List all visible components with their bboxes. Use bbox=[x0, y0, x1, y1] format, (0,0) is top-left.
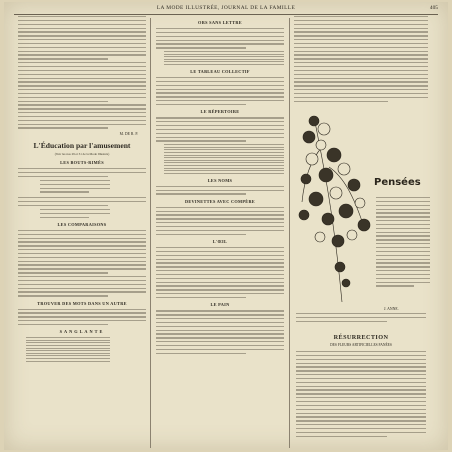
text-line bbox=[18, 276, 146, 277]
text-line bbox=[156, 274, 284, 275]
section-heading: DEVINETTES AVEC COMPÈRE bbox=[184, 198, 256, 204]
text-line bbox=[156, 140, 246, 141]
caption bbox=[296, 313, 426, 325]
text-line bbox=[296, 436, 387, 437]
resurrection-text bbox=[296, 351, 426, 439]
text-line bbox=[164, 168, 284, 169]
text-line bbox=[294, 62, 428, 63]
text-line bbox=[156, 247, 284, 248]
text-line bbox=[18, 295, 108, 296]
signature: M. DE R. P. bbox=[119, 131, 138, 136]
text-line bbox=[156, 193, 246, 194]
text-line bbox=[156, 230, 284, 231]
text-line bbox=[18, 312, 146, 313]
text-line bbox=[18, 253, 146, 254]
text-line bbox=[156, 137, 284, 138]
text-line bbox=[376, 212, 430, 213]
text-line bbox=[156, 28, 284, 29]
text-line bbox=[18, 74, 146, 75]
text-line bbox=[376, 197, 430, 198]
text-line bbox=[376, 285, 414, 286]
text-line bbox=[156, 285, 284, 286]
text-line bbox=[156, 278, 284, 279]
text-line bbox=[156, 270, 284, 271]
text-line bbox=[294, 97, 428, 98]
text-line bbox=[26, 342, 110, 343]
text-line bbox=[18, 249, 146, 250]
text-line bbox=[156, 214, 284, 215]
text-line bbox=[376, 278, 430, 279]
text-line bbox=[18, 66, 146, 67]
text-line bbox=[18, 108, 146, 109]
text-line bbox=[18, 97, 146, 98]
text-line bbox=[376, 251, 430, 252]
text-line bbox=[156, 218, 284, 219]
text-line bbox=[40, 188, 110, 189]
text-line bbox=[296, 355, 426, 356]
text-line bbox=[294, 66, 428, 67]
text-line bbox=[18, 320, 146, 321]
text-line bbox=[156, 32, 284, 33]
text-line bbox=[18, 238, 146, 239]
text-line bbox=[294, 85, 428, 86]
text-line bbox=[156, 81, 284, 82]
text-line bbox=[294, 39, 428, 40]
text-line bbox=[296, 370, 426, 371]
text-line bbox=[294, 35, 428, 36]
text-line bbox=[18, 257, 146, 258]
text-line bbox=[156, 36, 284, 37]
text-line bbox=[296, 405, 426, 406]
text-line bbox=[376, 209, 430, 210]
text-line bbox=[26, 355, 110, 356]
text-line bbox=[164, 54, 284, 55]
page-number: 405 bbox=[429, 5, 438, 11]
section-title: RÉSURRECTION bbox=[333, 334, 389, 341]
text-line bbox=[296, 363, 426, 364]
column-left bbox=[18, 16, 146, 365]
section-heading: TROUVER DES MOTS DANS UN AUTRE bbox=[37, 300, 127, 306]
text-line bbox=[164, 165, 284, 166]
text-line bbox=[156, 337, 284, 338]
text-line bbox=[156, 293, 284, 294]
column-rule bbox=[150, 18, 151, 448]
text-line bbox=[296, 409, 426, 410]
text-line bbox=[156, 133, 284, 134]
text-line bbox=[156, 92, 284, 93]
text-line bbox=[376, 235, 430, 236]
text-line bbox=[294, 43, 428, 44]
text-line bbox=[18, 81, 146, 82]
section-heading: SANGLANTE bbox=[59, 329, 105, 335]
text-line bbox=[376, 266, 430, 267]
text-line bbox=[18, 288, 146, 289]
section-subtitle: DES FLEURS ARTIFICIELLES FANÉES bbox=[330, 343, 392, 347]
column-right bbox=[294, 16, 428, 104]
text-line bbox=[18, 205, 108, 206]
text-line bbox=[156, 96, 284, 97]
text-line bbox=[376, 205, 430, 206]
text-line bbox=[294, 54, 428, 55]
text-line bbox=[376, 247, 430, 248]
text-line bbox=[294, 51, 428, 52]
pensees-text bbox=[376, 197, 430, 289]
text-line bbox=[156, 129, 284, 130]
text-line bbox=[18, 16, 146, 17]
text-line bbox=[156, 259, 284, 260]
text-line bbox=[26, 348, 110, 349]
text-line bbox=[18, 62, 146, 63]
section-heading: LES COMPARAISONS bbox=[57, 221, 107, 227]
text-line bbox=[18, 172, 146, 173]
text-line bbox=[156, 255, 284, 256]
text-line bbox=[18, 268, 146, 269]
text-line bbox=[18, 78, 146, 79]
text-line bbox=[40, 184, 110, 185]
text-line bbox=[26, 358, 110, 359]
text-line bbox=[296, 413, 426, 414]
text-line bbox=[156, 289, 284, 290]
text-line bbox=[18, 261, 146, 262]
section-heading: LES BOUTS-RIMÉS bbox=[60, 159, 104, 165]
text-line bbox=[18, 112, 146, 113]
text-line bbox=[296, 432, 426, 433]
text-line bbox=[296, 424, 426, 425]
text-line bbox=[376, 220, 430, 221]
text-line bbox=[296, 389, 426, 390]
text-line bbox=[26, 345, 110, 346]
page-header bbox=[14, 5, 438, 15]
text-line bbox=[18, 70, 146, 71]
article-subtitle: (Voir les nos 29 et 31 de la Mode Illustrée) bbox=[54, 151, 110, 156]
text-line bbox=[156, 353, 246, 354]
text-line bbox=[156, 43, 284, 44]
text-line bbox=[18, 241, 146, 242]
text-line bbox=[156, 47, 246, 48]
text-line bbox=[156, 222, 284, 223]
text-line bbox=[156, 322, 284, 323]
text-line bbox=[296, 382, 426, 383]
text-line bbox=[156, 333, 284, 334]
text-line bbox=[18, 197, 146, 198]
text-line bbox=[296, 321, 387, 322]
text-line bbox=[294, 70, 428, 71]
pensees-title: Pensées bbox=[374, 177, 421, 188]
text-line bbox=[156, 207, 284, 208]
text-line bbox=[296, 420, 426, 421]
text-line bbox=[376, 243, 430, 244]
text-line bbox=[156, 341, 284, 342]
text-line bbox=[18, 39, 146, 40]
text-line bbox=[376, 239, 430, 240]
text-line bbox=[296, 416, 426, 417]
text-line bbox=[376, 255, 430, 256]
text-line bbox=[296, 313, 426, 314]
text-line bbox=[156, 251, 284, 252]
text-line bbox=[18, 316, 146, 317]
text-line bbox=[26, 340, 110, 341]
text-line bbox=[26, 350, 110, 351]
text-line bbox=[18, 309, 146, 310]
text-line bbox=[156, 100, 284, 101]
text-line bbox=[294, 101, 388, 102]
text-line bbox=[40, 180, 110, 181]
text-line bbox=[376, 274, 430, 275]
text-line bbox=[164, 64, 284, 65]
text-line bbox=[164, 59, 284, 60]
text-line bbox=[156, 349, 284, 350]
text-line bbox=[18, 54, 146, 55]
text-line bbox=[376, 259, 430, 260]
text-line bbox=[18, 35, 146, 36]
text-line bbox=[376, 201, 430, 202]
text-line bbox=[18, 176, 108, 177]
text-line bbox=[18, 230, 146, 231]
text-line bbox=[294, 31, 428, 32]
text-line bbox=[164, 147, 284, 148]
text-line bbox=[164, 160, 284, 161]
text-line bbox=[156, 314, 284, 315]
text-line bbox=[18, 120, 146, 121]
text-line bbox=[296, 351, 426, 352]
text-line bbox=[18, 234, 146, 235]
text-line bbox=[164, 152, 284, 153]
text-line bbox=[376, 232, 430, 233]
text-line bbox=[156, 226, 284, 227]
text-line bbox=[376, 282, 430, 283]
text-line bbox=[40, 217, 89, 218]
text-line bbox=[296, 428, 426, 429]
text-line bbox=[294, 16, 428, 17]
text-line bbox=[294, 24, 428, 25]
text-line bbox=[296, 393, 426, 394]
text-line bbox=[18, 89, 146, 90]
text-line bbox=[156, 190, 284, 191]
text-line bbox=[294, 58, 428, 59]
text-line bbox=[164, 155, 284, 156]
text-line bbox=[18, 31, 146, 32]
text-line bbox=[18, 24, 146, 25]
journal-title: LA MODE ILLUSTRÉE, JOURNAL DE LA FAMILLE bbox=[156, 5, 296, 11]
text-line bbox=[156, 211, 284, 212]
text-line bbox=[294, 20, 428, 21]
text-line bbox=[164, 144, 284, 145]
text-line bbox=[296, 366, 426, 367]
text-line bbox=[164, 51, 284, 52]
section-heading: ORS SANS LETTRE bbox=[198, 20, 242, 25]
text-line bbox=[296, 359, 426, 360]
text-line bbox=[18, 280, 146, 281]
text-line bbox=[294, 78, 428, 79]
text-line bbox=[156, 117, 284, 118]
text-line bbox=[164, 162, 284, 163]
text-line bbox=[294, 74, 428, 75]
text-line bbox=[156, 125, 284, 126]
text-line bbox=[294, 93, 428, 94]
text-line bbox=[18, 93, 146, 94]
text-line bbox=[18, 324, 108, 325]
text-line bbox=[296, 378, 426, 379]
text-line bbox=[18, 101, 108, 102]
text-line bbox=[156, 104, 246, 105]
text-line bbox=[296, 397, 426, 398]
text-line bbox=[376, 270, 430, 271]
text-line bbox=[156, 85, 284, 86]
text-line bbox=[376, 216, 430, 217]
text-line bbox=[26, 337, 110, 338]
column-rule bbox=[289, 18, 290, 448]
text-line bbox=[18, 245, 146, 246]
text-line bbox=[18, 116, 146, 117]
text-line bbox=[156, 234, 246, 235]
text-line bbox=[18, 104, 146, 105]
text-line bbox=[40, 209, 110, 210]
text-line bbox=[156, 297, 246, 298]
section-heading: LE TABLEAU COLLECTIF bbox=[190, 69, 250, 75]
text-line bbox=[156, 330, 284, 331]
text-line bbox=[376, 228, 430, 229]
text-line bbox=[26, 361, 110, 362]
text-line bbox=[164, 157, 284, 158]
signature: J. ANNE. bbox=[384, 307, 399, 311]
section-heading: LE RÉPERTOIRE bbox=[200, 109, 240, 115]
text-line bbox=[18, 284, 146, 285]
column-middle bbox=[156, 16, 284, 356]
text-line bbox=[294, 28, 428, 29]
text-line bbox=[164, 173, 284, 174]
text-line bbox=[18, 20, 146, 21]
text-line bbox=[156, 121, 284, 122]
text-line bbox=[18, 201, 146, 202]
text-line bbox=[156, 282, 284, 283]
text-line bbox=[18, 124, 146, 125]
text-line bbox=[18, 51, 146, 52]
newspaper-page bbox=[4, 2, 448, 450]
text-line bbox=[296, 317, 426, 318]
text-line bbox=[164, 61, 284, 62]
text-line bbox=[18, 264, 146, 265]
text-line bbox=[156, 318, 284, 319]
text-line bbox=[156, 40, 284, 41]
text-line bbox=[26, 353, 110, 354]
text-line bbox=[18, 43, 146, 44]
text-line bbox=[156, 345, 284, 346]
text-line bbox=[156, 262, 284, 263]
text-line bbox=[156, 326, 284, 327]
text-line bbox=[40, 213, 110, 214]
text-line bbox=[18, 127, 108, 128]
section-heading: L'ŒIL bbox=[212, 239, 228, 244]
text-line bbox=[164, 170, 284, 171]
text-line bbox=[18, 28, 146, 29]
text-line bbox=[294, 81, 428, 82]
text-line bbox=[164, 149, 284, 150]
text-line bbox=[18, 58, 108, 59]
text-line bbox=[156, 89, 284, 90]
text-line bbox=[296, 401, 426, 402]
floral-illustration bbox=[294, 107, 378, 307]
section-heading: LE PAIN bbox=[210, 302, 230, 308]
text-line bbox=[296, 386, 426, 387]
text-line bbox=[18, 47, 146, 48]
text-line bbox=[40, 191, 89, 192]
text-line bbox=[156, 266, 284, 267]
text-line bbox=[164, 56, 284, 57]
text-line bbox=[156, 77, 284, 78]
text-line bbox=[18, 272, 108, 273]
section-heading: LES NOMS bbox=[207, 177, 233, 183]
article-title: L'Éducation par l'amusement bbox=[33, 140, 131, 150]
text-line bbox=[156, 310, 284, 311]
text-line bbox=[156, 186, 284, 187]
text-line bbox=[296, 374, 426, 375]
text-line bbox=[294, 89, 428, 90]
text-line bbox=[376, 262, 430, 263]
text-line bbox=[18, 85, 146, 86]
text-line bbox=[376, 224, 430, 225]
text-line bbox=[18, 168, 146, 169]
text-line bbox=[18, 291, 146, 292]
text-line bbox=[294, 47, 428, 48]
